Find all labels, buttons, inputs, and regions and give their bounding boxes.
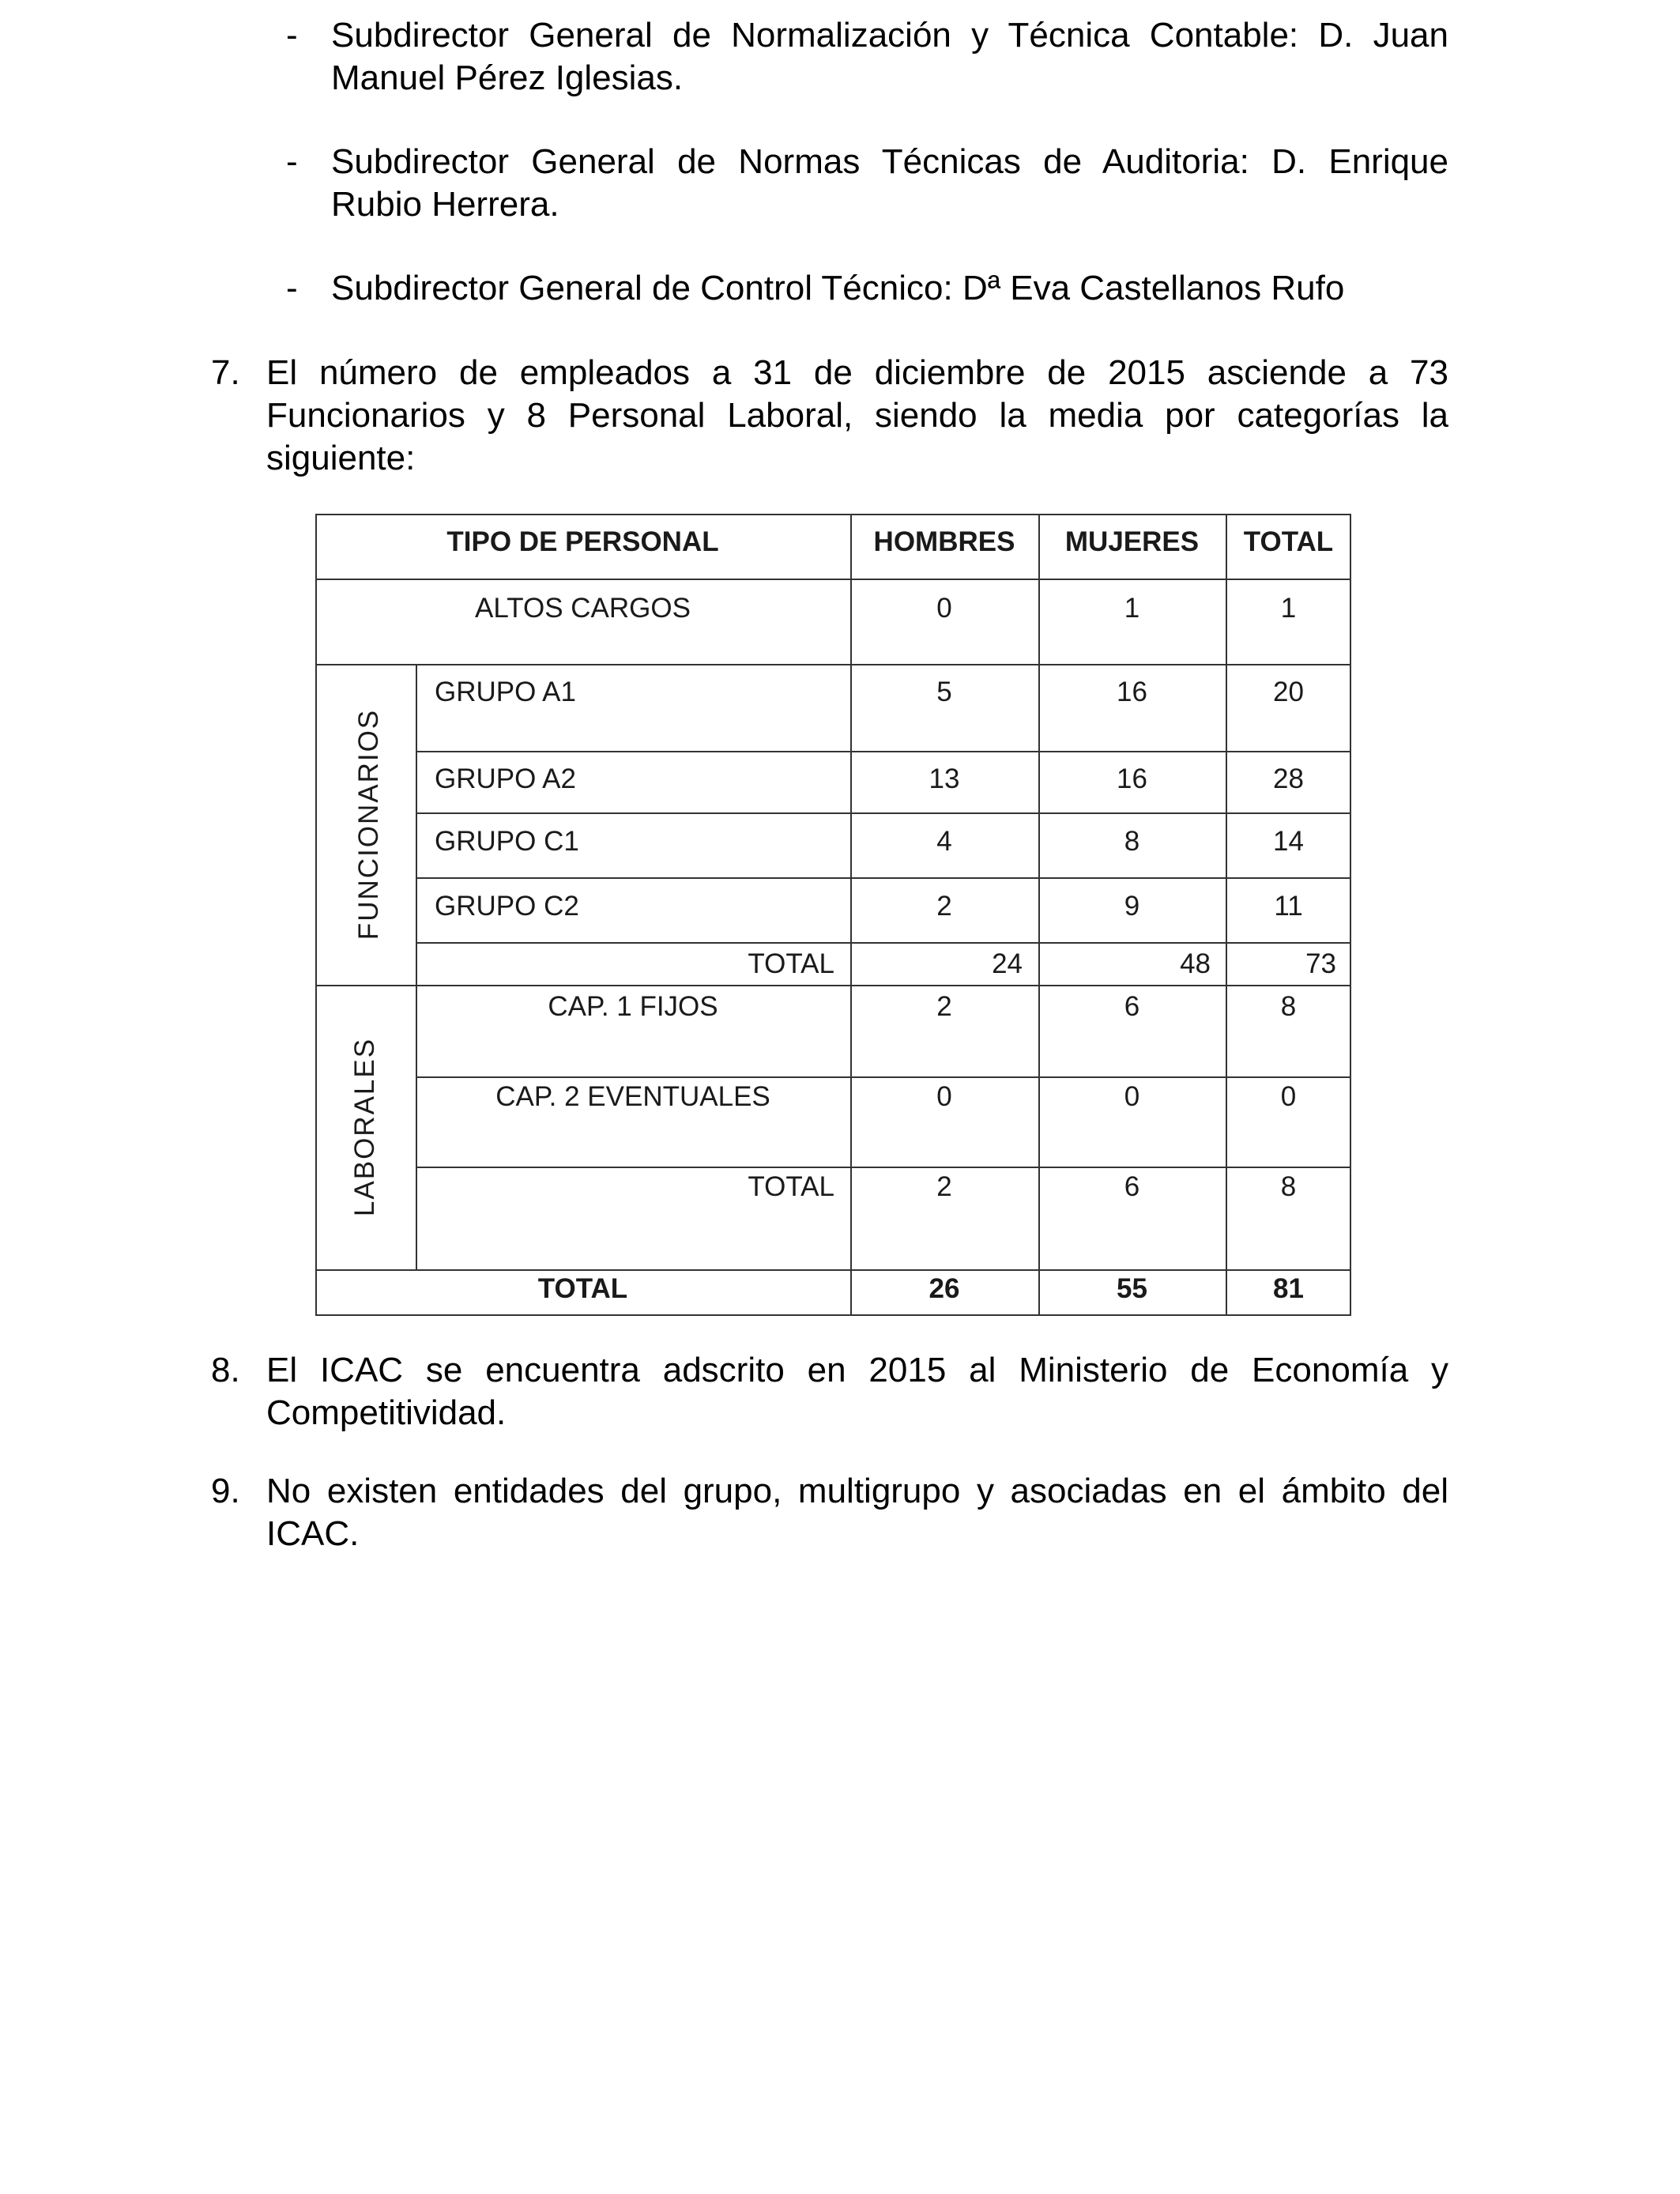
cell-hombres: 13	[929, 763, 960, 794]
cell-mujeres: 48	[1180, 948, 1211, 979]
bullet-marker: -	[286, 16, 298, 55]
cell-hombres: 5	[936, 677, 952, 707]
cell-mujeres: 6	[1124, 991, 1140, 1022]
cell-hombres: 2	[936, 991, 952, 1022]
cell-hombres: 4	[936, 826, 952, 857]
personnel-table	[315, 514, 1351, 1316]
item-line: Funcionarios y 8 Personal Laboral, siendo la media por categorías la	[266, 396, 1448, 435]
cell-total: 8	[1280, 991, 1297, 1022]
header-hombres: HOMBRES	[873, 526, 1015, 557]
cell-total: 73	[1305, 948, 1336, 979]
cell-mujeres: 8	[1124, 826, 1140, 857]
row-label: GRUPO C2	[435, 891, 579, 922]
bullet-line: Subdirector General de Normalización y Técnica Contable: D. Juan	[331, 16, 1448, 55]
cell-mujeres: 0	[1124, 1081, 1140, 1112]
item-line: El número de empleados a 31 de diciembre de 2015 asciende a 73	[266, 353, 1448, 392]
cell-hombres: 2	[936, 891, 952, 922]
row-label: GRUPO A2	[435, 763, 576, 794]
cell-total: 20	[1273, 677, 1304, 707]
cell-mujeres: 9	[1124, 891, 1140, 922]
grand-total-total: 81	[1273, 1273, 1304, 1304]
row-label: CAP. 2 EVENTUALES	[495, 1081, 770, 1112]
group-label-laborales: LABORALES	[349, 1037, 380, 1217]
cell-hombres: 2	[936, 1171, 952, 1202]
header-mujeres: MUJERES	[1064, 526, 1200, 557]
cell-hombres: 0	[936, 1081, 952, 1112]
item-line: El ICAC se encuentra adscrito en 2015 al Ministerio de Economía y	[266, 1351, 1448, 1389]
item-line: Competitividad.	[266, 1393, 507, 1432]
cell-hombres: 0	[936, 593, 952, 624]
grand-total-mujeres: 55	[1117, 1273, 1147, 1304]
item-number: 9.	[211, 1472, 240, 1510]
cell-total: 11	[1274, 891, 1303, 922]
cell-total: 0	[1280, 1081, 1297, 1112]
grand-total-label: TOTAL	[537, 1273, 628, 1304]
item-number: 7.	[211, 353, 240, 392]
bullet-line: Subdirector General de Normas Técnicas de Auditoria: D. Enrique	[331, 142, 1448, 181]
cell-total: 14	[1273, 826, 1304, 857]
group-label-funcionarios: FUNCIONARIOS	[353, 708, 384, 941]
cell-hombres: 24	[992, 948, 1023, 979]
row-label: CAP. 1 FIJOS	[548, 991, 718, 1022]
item-line: siguiente:	[266, 439, 416, 477]
cell-mujeres: 1	[1124, 593, 1140, 624]
row-label: GRUPO C1	[435, 826, 579, 857]
row-label: GRUPO A1	[435, 677, 576, 707]
header-tipo: TIPO DE PERSONAL	[446, 526, 719, 557]
cell-total: 8	[1280, 1171, 1297, 1202]
bullet-marker: -	[286, 142, 298, 181]
cell-mujeres: 16	[1117, 763, 1147, 794]
header-total: TOTAL	[1243, 526, 1334, 557]
cell-total: 28	[1273, 763, 1304, 794]
row-label: ALTOS CARGOS	[475, 593, 691, 624]
cell-mujeres: 16	[1117, 677, 1147, 707]
item-number: 8.	[211, 1351, 240, 1389]
bullet-line: Manuel Pérez Iglesias.	[331, 58, 684, 97]
subtotal-label: TOTAL	[748, 948, 834, 979]
item-line: No existen entidades del grupo, multigrupo y asociadas en el ámbito del	[266, 1472, 1448, 1510]
bullet-line: Subdirector General de Control Técnico: Dª Eva Castellanos Rufo	[331, 269, 1345, 307]
grand-total-hombres: 26	[929, 1273, 960, 1304]
cell-total: 1	[1280, 593, 1297, 624]
item-line: ICAC.	[266, 1514, 360, 1553]
bullet-marker: -	[286, 269, 298, 307]
bullet-line: Rubio Herrera.	[331, 185, 559, 224]
cell-mujeres: 6	[1124, 1171, 1140, 1202]
subtotal-label: TOTAL	[748, 1171, 834, 1202]
